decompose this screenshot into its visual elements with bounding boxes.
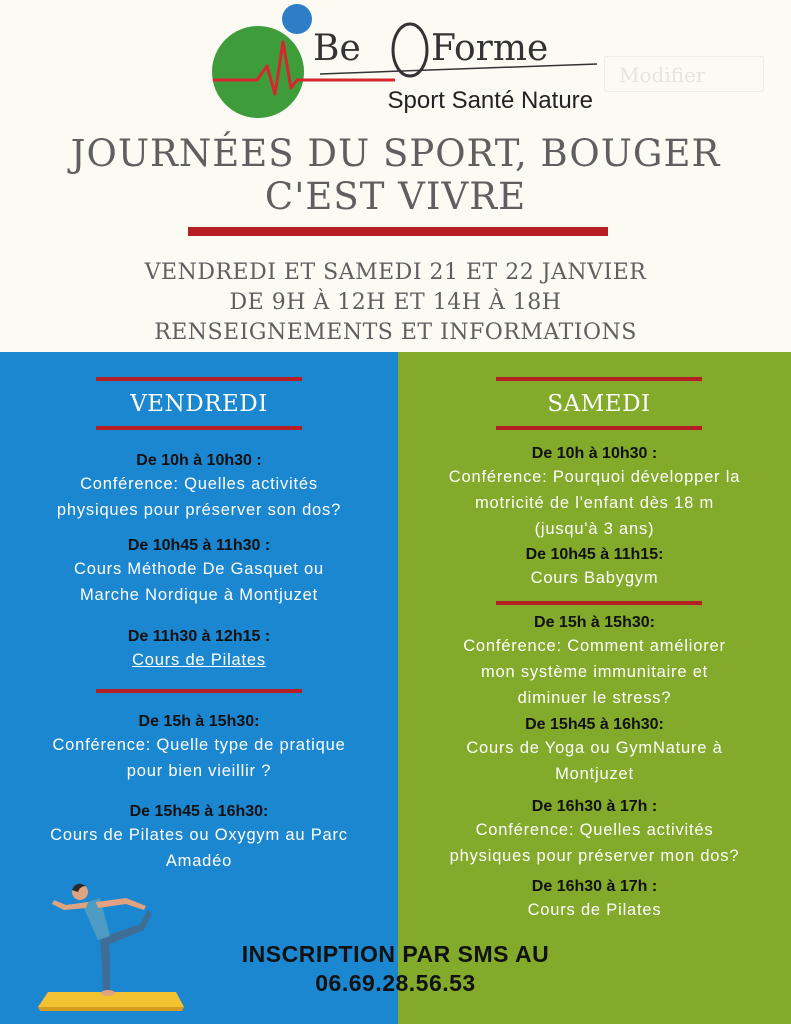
session-desc-line: physiques pour préserver mon dos? — [449, 847, 740, 865]
saturday-session-2 — [398, 544, 791, 591]
friday-session-1 — [0, 450, 398, 523]
session-desc-line: Cours de Yoga ou GymNature à — [466, 739, 723, 757]
logo-blue-dot — [282, 4, 312, 34]
session-time: De 15h45 à 16h30: — [525, 716, 664, 733]
session-desc-line: Cours de Pilates ou Oxygym au Parc — [50, 826, 348, 844]
yoga-arm-front — [52, 900, 88, 910]
saturday-heading-rule-bottom — [496, 426, 702, 430]
session-desc-line: Conférence: Quelles activités — [475, 821, 714, 839]
session-time: De 15h45 à 16h30: — [129, 803, 269, 820]
title-line-2: C'EST VIVRE — [264, 175, 527, 218]
session-time: De 11h30 à 12h15 : — [127, 628, 271, 645]
yoga-raised-leg — [106, 910, 152, 944]
session-desc-line: Marche Nordique à Montjuzet — [79, 586, 319, 604]
friday-session-4 — [0, 711, 398, 784]
session-desc-line: Conférence: Comment améliorer — [463, 637, 726, 655]
session-desc-line: pour bien vieillir ? — [126, 762, 272, 780]
saturday-session-4 — [398, 714, 791, 787]
registration-phone[interactable]: 06.69.28.56.53 — [315, 970, 476, 996]
session-desc-line: Cours de Pilates — [527, 901, 662, 919]
logo-brand-o — [393, 24, 427, 76]
saturday-session-3 — [398, 612, 791, 711]
dates-line-3: RENSEIGNEMENTS ET INFORMATIONS — [154, 320, 637, 345]
saturday-heading: SAMEDI — [547, 391, 651, 417]
saturday-session-6 — [398, 876, 791, 923]
session-desc-line: physiques pour préserver son dos? — [56, 501, 342, 519]
session-time: De 16h30 à 17h : — [531, 798, 658, 815]
saturday-session-1 — [398, 443, 791, 542]
modifier-button[interactable]: Modifier — [604, 56, 764, 92]
session-desc-line: Conférence: Quelle type de pratique — [52, 736, 346, 754]
title-divider — [188, 227, 608, 236]
session-time: De 15h à 15h30: — [534, 614, 655, 631]
session-time: De 15h à 15h30: — [138, 713, 260, 730]
dates-line-2: DE 9H À 12H ET 14H À 18H — [229, 290, 562, 315]
saturday-afternoon-rule — [496, 601, 702, 605]
registration-line-1: INSCRIPTION PAR SMS AU — [241, 941, 550, 967]
session-time: De 10h à 10h30 : — [136, 452, 262, 469]
friday-session-2 — [0, 535, 398, 608]
friday-afternoon-rule — [96, 689, 302, 693]
pilates-link[interactable]: Cours de Pilates — [132, 651, 266, 669]
session-desc-line: mon système immunitaire et — [480, 663, 709, 681]
session-desc-line: Cours Méthode De Gasquet ou — [74, 560, 324, 578]
page-title — [0, 132, 791, 218]
friday-heading: VENDREDI — [130, 391, 268, 417]
session-time: De 10h45 à 11h30 : — [127, 537, 271, 554]
friday-session-3 — [0, 626, 398, 673]
session-desc-line: Cours Babygym — [530, 569, 659, 587]
friday-heading-rule-bottom — [96, 426, 302, 430]
title-line-1: JOURNÉES DU SPORT, BOUGER — [70, 132, 721, 175]
registration-sms — [0, 940, 791, 998]
beoforme-logo — [205, 2, 605, 120]
session-time: De 16h30 à 17h : — [531, 878, 658, 895]
logo-brand-be: Be — [313, 28, 361, 69]
session-desc-line: Montjuzet — [555, 765, 634, 783]
dates-line-1: VENDREDI ET SAMEDI 21 ET 22 JANVIER — [144, 260, 647, 285]
friday-session-5 — [0, 801, 398, 874]
session-time: De 10h à 10h30 : — [531, 445, 658, 462]
friday-heading-rule-top — [96, 377, 302, 381]
session-desc-line: (jusqu'à 3 ans) — [534, 520, 655, 538]
session-desc-line: Conférence: Pourquoi développer la — [448, 468, 741, 486]
logo-green-circle — [212, 26, 304, 118]
session-desc-line: diminuer le stress? — [517, 689, 672, 707]
logo-tagline: Sport Santé Nature — [387, 87, 593, 114]
session-desc-line: motricité de l'enfant dès 18 m — [474, 494, 714, 512]
saturday-session-5 — [398, 796, 791, 869]
session-desc-line: Amadéo — [165, 852, 233, 870]
yoga-mat-edge — [38, 1007, 184, 1011]
yoga-arm-back — [96, 898, 146, 910]
saturday-heading-rule-top — [496, 377, 702, 381]
session-desc-line: Conférence: Quelles activités — [80, 475, 318, 493]
logo-brand-forme: Forme — [431, 28, 549, 69]
session-time: De 10h45 à 11h15: — [525, 546, 664, 563]
event-dates — [0, 258, 791, 348]
